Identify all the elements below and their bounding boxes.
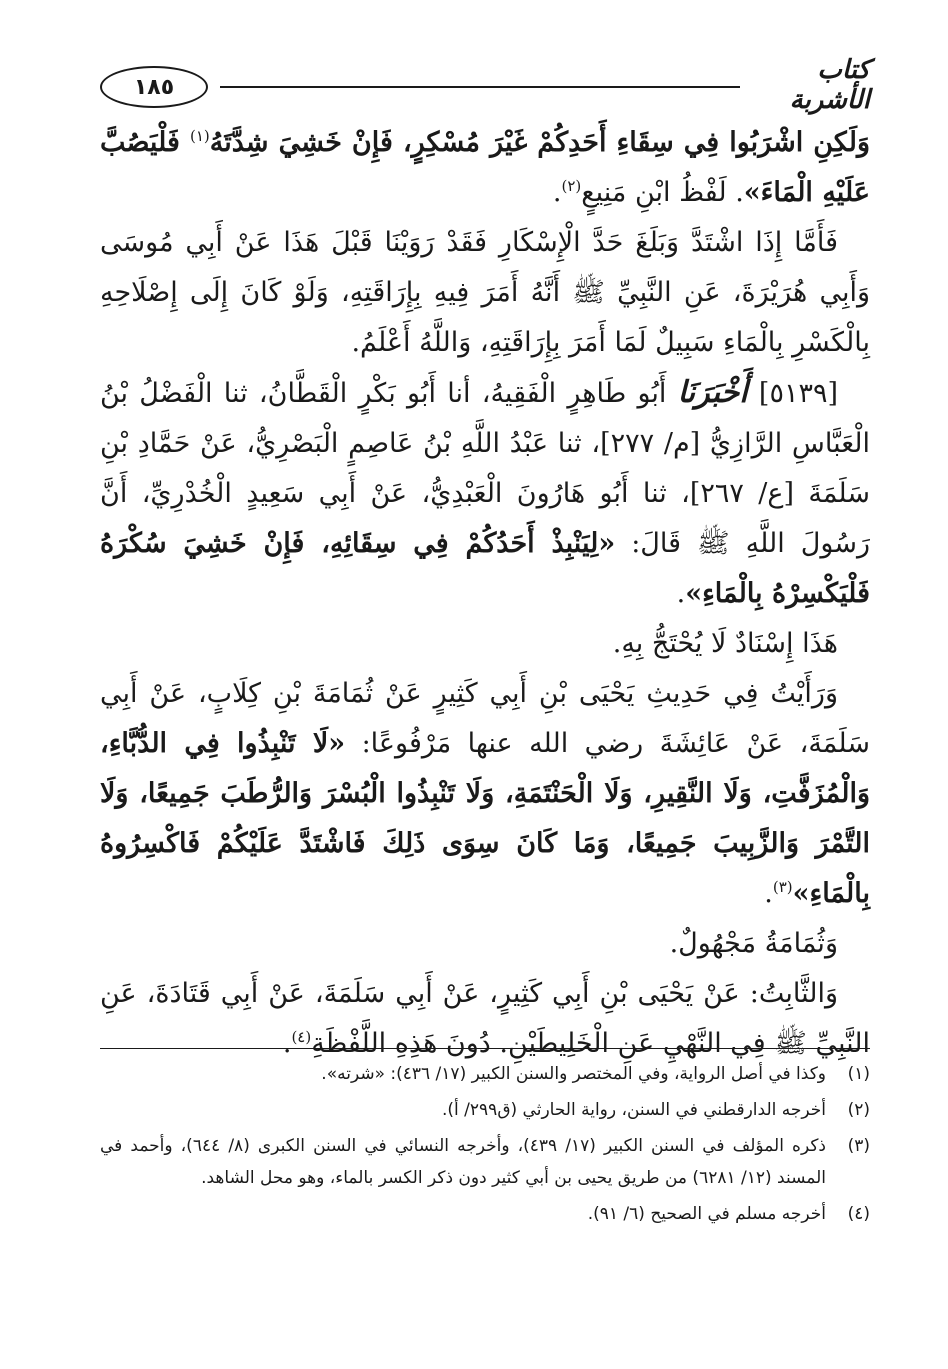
period: . (764, 878, 773, 909)
paragraph-1 (100, 118, 870, 218)
paragraph-2: فَأَمَّا إِذَا اشْتَدَّ وَبَلَغَ حَدَّ الْإِسْكَارِ فَقَدْ رَوَيْنَا قَبْلَ هَذَا عَنْ أَبِي مُوسَى وَأَبِي هُرَيْرَةَ، عَنِ النَّبِيِّ ﷺ أَنَّهُ أَمَرَ فِيهِ بِإِرَاقَتِهِ، وَلَوْ كَانَ إِلَى إِصْلَاحِهِ بِالْكَسْرِ بِالْمَاءِ سَبِيلٌ لَمَا أَمَرَ بِإِرَاقَتِهِ، وَاللَّهُ أَعْلَمُ. (100, 227, 870, 358)
period: . (282, 1028, 292, 1059)
hadith-number: [٥١٣٩] (758, 378, 838, 409)
paragraph-5 (100, 669, 870, 919)
hadith-text: وَلَكِنِ اشْرَبُوا فِي سِقَاءِ أَحَدِكُمْ غَيْرَ مُسْكِرٍ، فَإِنْ خَشِيَ شِدَّتَهُ (209, 127, 870, 158)
paragraph-7 (100, 969, 870, 1069)
footnotes (100, 1058, 870, 1234)
footnote-text: وكذا في أصل الرواية، وفي المختصر والسنن الكبير (١٧/ ٤٣٦): «شرته». (321, 1064, 826, 1084)
footnote-item (100, 1058, 870, 1090)
akhbarana-word: أَخْبَرَنَا (677, 375, 748, 410)
footnote-number: (١) (847, 1064, 870, 1084)
footnote-separator (100, 1048, 870, 1049)
page-header (100, 55, 870, 115)
footnote-text: أخرجه مسلم في الصحيح (٦/ ٩١). (587, 1204, 826, 1224)
footnote-item (100, 1094, 870, 1126)
footnote-text: أخرجه الدارقطني في السنن، رواية الحارثي (ق٢٩٩/ أ). (442, 1100, 826, 1120)
footnote-number: (٢) (847, 1100, 870, 1120)
header-rule (220, 86, 740, 88)
paragraph-6: وَثُمَامَةُ مَجْهُولٌ. (669, 928, 838, 959)
footnote-ref-3: (٣) (772, 878, 793, 896)
paragraph-3 (100, 368, 870, 619)
isnad-text: أَبُو طَاهِرٍ الْفَقِيهُ، أنا أَبُو بَكْرٍ الْقَطَّانُ، ثنا الْفَضْلُ بْنُ الْعَبَّاسِ الرَّازِيُّ [م/ ٢٧٧]، ثنا عَبْدُ اللَّهِ بْنُ عَاصِمٍ الْبَصْرِيُّ، عَنْ حَمَّادِ بْنِ سَلَمَةَ [ع/ ٢٦٧]، ثنا أَبُو هَارُونَ الْعَبْدِيُّ، عَنْ أَبِي سَعِيدٍ الْخُدْرِيِّ، أَنَّ رَسُولَ اللَّهِ ﷺ قَالَ: (100, 378, 870, 559)
period: . (552, 177, 562, 208)
hadith-quote: «لِيَنْبِذْ أَحَدُكُمْ فِي سِقَائِهِ، فَإِنْ خَشِيَ سُكْرَهُ فَلْيَكْسِرْهُ بِالْمَاءِ» (100, 528, 870, 609)
footnote-text: ذكره المؤلف في السنن الكبير (١٧/ ٤٣٩)، وأخرجه النسائي في السنن الكبرى (٨/ ٦٤٤)، وأحمد في المسند (١٢/ ٦٢٨١) من طريق يحيى بن أبي كثير دون ذكر الكسر بالماء، وهو محل الشاهد. (100, 1136, 826, 1188)
paragraph-4: هَذَا إِسْنَادٌ لَا يُحْتَجُّ بِهِ. (612, 628, 838, 659)
footnote-ref-1: (١) (189, 127, 210, 145)
hadith-quote: «لَا تَنْبِذُوا فِي الدُّبَّاءِ، وَالْمُزَفَّتِ، وَلَا النَّقِيرِ، وَلَا الْحَنْتَمَةِ، وَلَا تَنْبِذُوا الْبُسْرَ وَالرُّطَبَ جَمِيعًا، وَلَا التَّمْرَ وَالزَّبِيبَ جَمِيعًا، وَمَا كَانَ سِوَى ذَلِكَ فَاشْتَدَّ عَلَيْكُمْ فَاكْسِرُوهُ بِالْمَاءِ» (100, 728, 870, 909)
footnote-item (100, 1198, 870, 1230)
isnad-text: وَالثَّابِتُ: عَنْ يَحْيَى بْنِ أَبِي كَثِيرٍ، عَنْ أَبِي سَلَمَةَ، عَنْ أَبِي قَتَادَةَ، عَنِ النَّبِيِّ ﷺ فِي النَّهْيِ عَنِ الْخَلِيطَيْنِ. دُونَ هَذِهِ اللَّفْظَةِ (100, 978, 870, 1059)
main-text (100, 118, 870, 1069)
footnote-number: (٤) (847, 1204, 870, 1224)
footnote-number: (٣) (847, 1136, 870, 1156)
narration-note: . لَفْظُ ابْنِ مَنِيعٍ (581, 177, 744, 208)
footnote-item (100, 1130, 870, 1194)
isnad-text: وَرَأَيْتُ فِي حَدِيثِ يَحْيَى بْنِ أَبِي كَثِيرٍ عَنْ ثُمَامَةَ بْنِ كِلَابٍ، عَنْ أَبِي سَلَمَةَ، عَنْ عَائِشَةَ رضي الله عنها مَرْفُوعًا: (100, 678, 870, 759)
hadith-text-cont: فَلْيَصُبَّ عَلَيْهِ الْمَاءَ» (100, 127, 870, 208)
book-title-logo: كتاب الأشربة (789, 55, 870, 115)
footnote-ref-2: (٢) (561, 177, 582, 195)
footnote-ref-4: (٤) (291, 1028, 312, 1046)
period: . (676, 578, 686, 609)
page-number: ١٨٥ (100, 66, 208, 108)
